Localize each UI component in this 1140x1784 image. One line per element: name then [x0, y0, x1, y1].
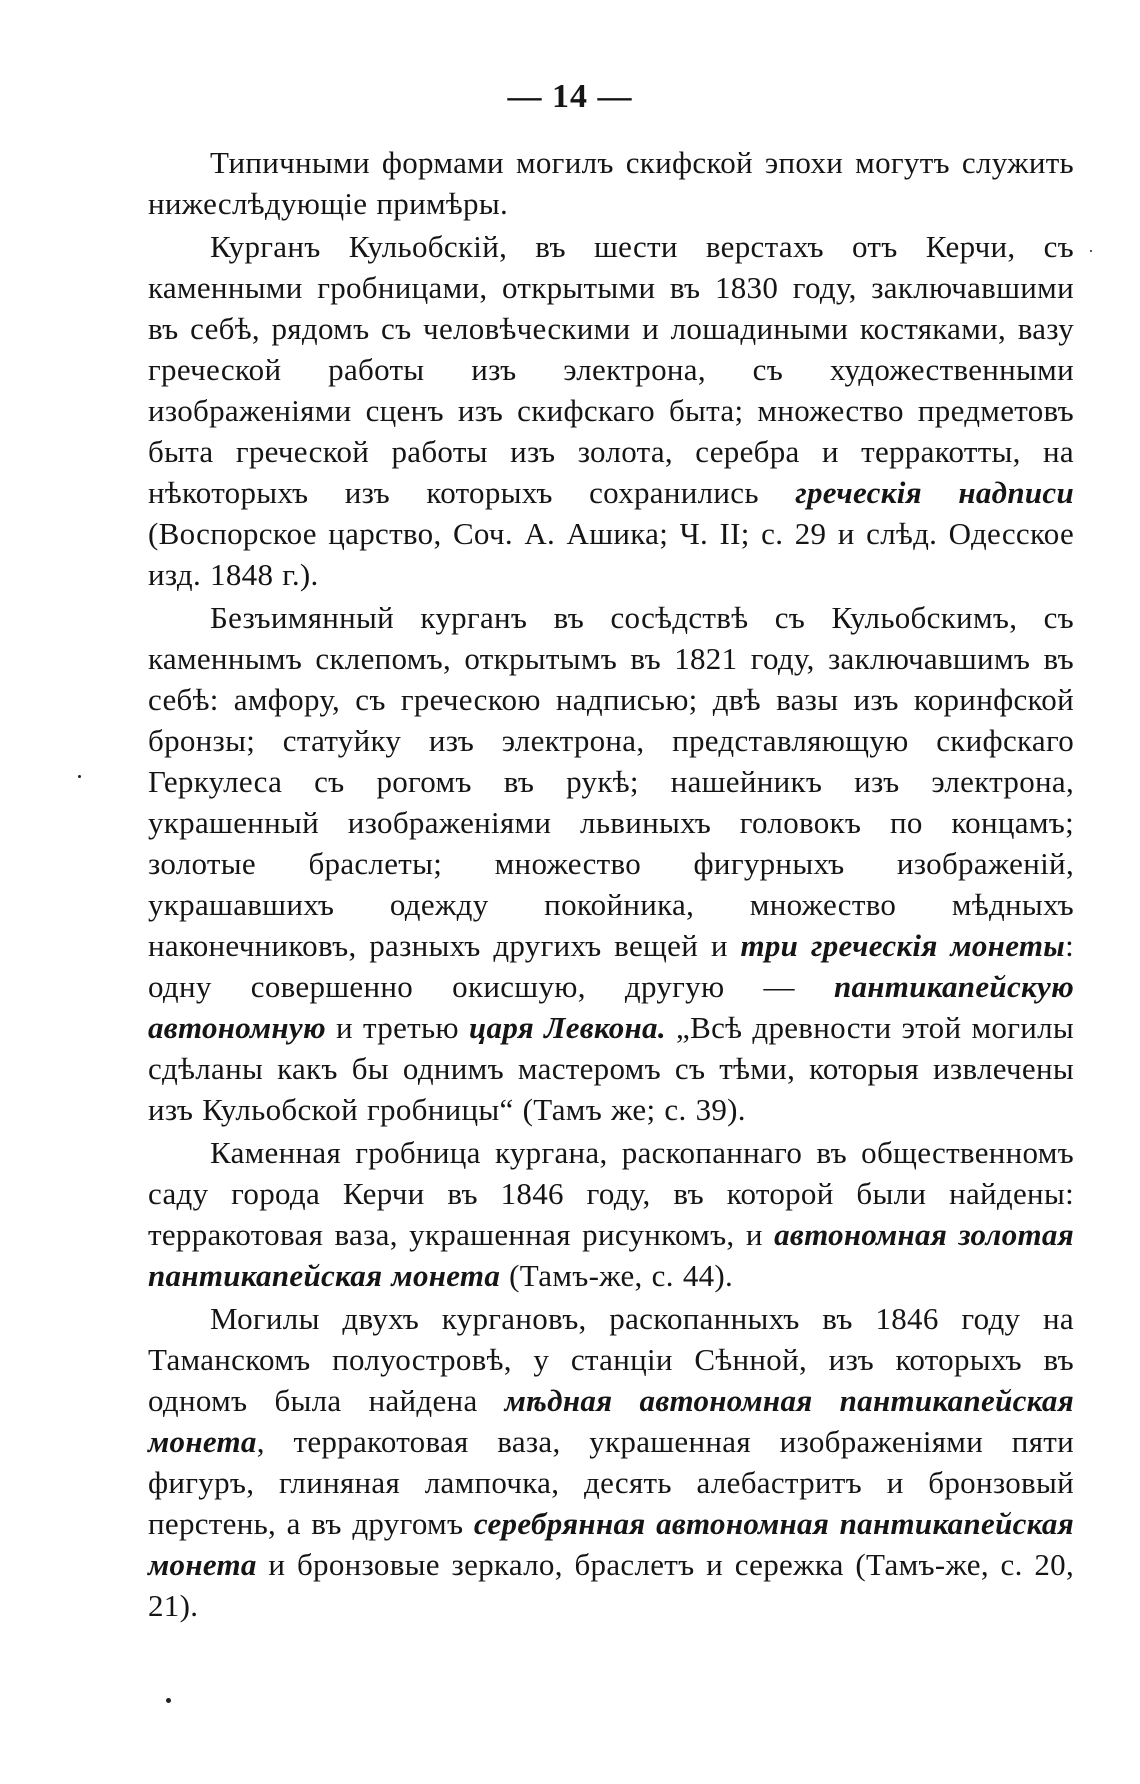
paragraph-nameless-kurgan [148, 597, 1074, 1130]
italic-phrase: три греческія монеты [740, 928, 1066, 963]
paragraph-text: Безъимянный курганъ въ сосѣдствѣ съ Кульобскимъ, съ каменнымъ склепомъ, открытымъ въ 1821 году, заключавшимъ въ себѣ: амфору, съ греческою надписью; двѣ вазы изъ коринфской бронзы; статуйку изъ электрона, представляющую скифскаго Геркулеса съ рогомъ въ рукѣ; нашейникъ изъ электрона, украшенный изображеніями львиныхъ головокъ по концамъ; золотые браслеты; множество фигурныхъ изображеній, украшавшихъ одежду покойника, множество мѣдныхъ наконечниковъ, разныхъ другихъ вещей и [148, 600, 1074, 963]
italic-phrase: пантикапейскую автономную [148, 969, 1074, 1045]
italic-phrase: мѣдная автономная пантикапейская монета [148, 1383, 1074, 1459]
print-speck [78, 775, 81, 778]
print-speck [1090, 250, 1092, 252]
paragraph-text: и бронзовые зеркало, браслетъ и сережка (Тамъ-же, с. 20, 21). [148, 1547, 1074, 1623]
italic-phrase: серебрянная автономная пантикапейская монета [148, 1506, 1074, 1582]
paragraph-text: „Всѣ древности этой могилы сдѣланы какъ бы однимъ мастеромъ съ тѣми, которыя извлечены изъ Кульобской гробницы“ (Тамъ же; с. 39). [148, 1010, 1074, 1127]
paragraph-text: Типичными формами могилъ скифской эпохи могутъ служить нижеслѣдующіе примѣры. [148, 145, 1074, 221]
body-text [148, 142, 1074, 1626]
italic-phrase: автономная золотая пантикапейская монета [148, 1217, 1075, 1293]
italic-phrase: греческія надписи [795, 475, 1074, 510]
paragraph-kul-oba [148, 226, 1074, 595]
paragraph-intro [148, 142, 1074, 224]
paragraph-text: Могилы двухъ кургановъ, раскопанныхъ въ 1846 году на Таманскомъ полуостровѣ, у станціи Сѣнной, изъ которыхъ въ одномъ была найдена [148, 1301, 1074, 1418]
paragraph-stone-tomb [148, 1132, 1074, 1296]
paragraph-text: (Тамъ-же, с. 44). [500, 1258, 734, 1293]
paragraph-text: Каменная гробница кургана, раскопаннаго въ общественномъ саду города Керчи въ 1846 году, въ которой были найдены: терракотовая ваза, украшенная рисункомъ, и [148, 1135, 1074, 1252]
paragraph-two-kurgans [148, 1298, 1074, 1626]
page-number: — 14 — [507, 78, 633, 115]
italic-phrase: царя Левкона. [469, 1010, 666, 1045]
paragraph-text: (Воспорское царство, Соч. А. Ашика; Ч. II; с. 29 и слѣд. Одесское изд. 1848 г.). [148, 516, 1074, 592]
print-speck [166, 1698, 171, 1703]
paragraph-text: и третью [325, 1010, 470, 1045]
paragraph-text: Курганъ Кульобскій, въ шести верстахъ отъ Керчи, съ каменными гробницами, открытыми въ 1830 году, заключавшими въ себѣ, рядомъ съ человѣческими и лошадиными костяками, вазу греческой работы изъ электрона, съ художественными изображеніями сценъ изъ скифскаго быта; множество предметовъ быта греческой работы изъ золота, серебра и терракотты, на нѣкоторыхъ изъ которыхъ сохранились [148, 229, 1074, 510]
paragraph-text: , терракотовая ваза, украшенная изображеніями пяти фигуръ, глиняная лампочка, десять алебастритъ и бронзовый перстень, а въ другомъ [148, 1424, 1074, 1541]
paragraph-text: : одну совершенно окисшую, другую — [148, 928, 1074, 1004]
